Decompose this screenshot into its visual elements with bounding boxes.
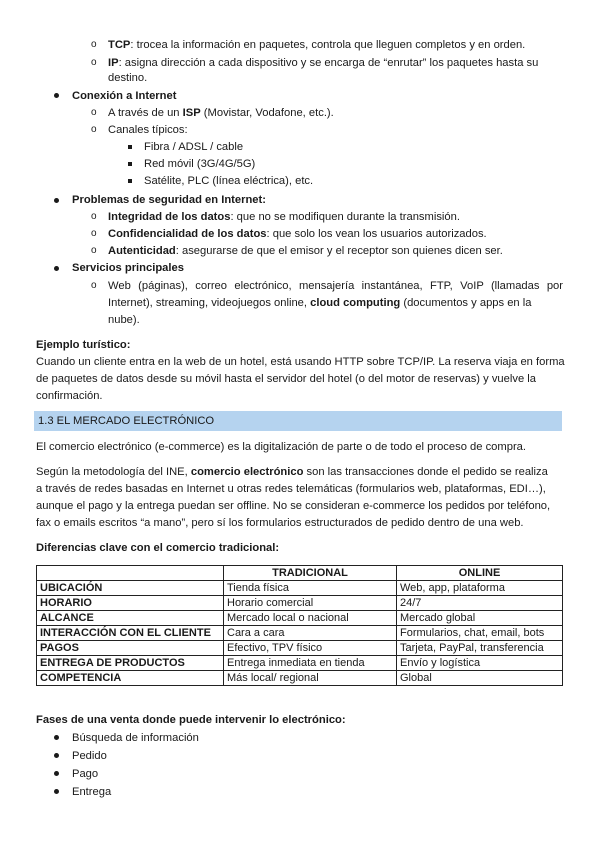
bullet-dot — [54, 771, 59, 776]
table-cell: PAGOS — [37, 641, 224, 656]
table-cell: Web, app, plataforma — [397, 581, 563, 596]
table-cell: Efectivo, TPV físico — [224, 641, 397, 656]
square-bullet — [128, 179, 132, 183]
ip-item: IP: asigna dirección a cada dispositivo y se encarga de “enrutar” los paquetes hasta su — [108, 57, 539, 69]
services-line-2: Internet), streaming, videojuegos online, cloud computing (documentos y apps en la — [108, 297, 532, 309]
phase-item: Pago — [72, 768, 99, 780]
table-header-cell: ONLINE — [397, 566, 563, 581]
bullet-dot — [54, 753, 59, 758]
table-header-cell: TRADICIONAL — [224, 566, 397, 581]
bullet-dot — [54, 266, 59, 271]
isp-item: A través de un ISP (Movistar, Vodafone, etc.). — [108, 107, 334, 119]
phase-item: Pedido — [72, 750, 107, 762]
section-heading: 1.3 EL MERCADO ELECTRÓNICO — [38, 415, 215, 427]
table-cell: Horario comercial — [224, 596, 397, 611]
sub-bullet-marker: o — [91, 280, 97, 291]
ip-item-cont: destino. — [108, 72, 148, 84]
example-heading: Ejemplo turístico: — [36, 339, 131, 351]
table-cell: ENTREGA DE PRODUCTOS — [37, 656, 224, 671]
ine-line-1: Según la metodología del INE, comercio electrónico son las transacciones donde el pedido se realiza — [36, 466, 548, 478]
phase-item: Entrega — [72, 786, 112, 798]
phase-item: Búsqueda de información — [72, 732, 199, 744]
ine-line-2: a través de redes basadas en Internet u otras redes telemáticas (formularios web, plataformas, EDI…), — [36, 483, 546, 495]
table-cell: ALCANCE — [37, 611, 224, 626]
table-cell: Tienda física — [224, 581, 397, 596]
table-row — [37, 626, 563, 641]
table-cell: Global — [397, 671, 563, 686]
tcp-item: TCP: trocea la información en paquetes, controla que lleguen completos y en orden. — [108, 39, 526, 51]
ine-line-4: fax o emails escritos “a mano”, pero sí los formularios estructurados de pedido dentro de una web. — [36, 517, 524, 529]
square-bullet — [128, 145, 132, 149]
internet-heading: Conexión a Internet — [72, 90, 177, 102]
table-cell: HORARIO — [37, 596, 224, 611]
canal-satelite: Satélite, PLC (línea eléctrica), etc. — [144, 175, 314, 187]
table-cell: 24/7 — [397, 596, 563, 611]
table-row — [37, 596, 563, 611]
table-cell: Mercado global — [397, 611, 563, 626]
table-cell: Más local/ regional — [224, 671, 397, 686]
services-line-3: nube). — [108, 314, 140, 326]
table-cell: Formularios, chat, email, bots — [397, 626, 563, 641]
example-line: Cuando un cliente entra en la web de un hotel, está usando HTTP sobre TCP/IP. La reserva viaja en forma — [36, 356, 565, 368]
square-bullet — [128, 162, 132, 166]
table-cell: Tarjeta, PayPal, transferencia — [397, 641, 563, 656]
table-row — [37, 656, 563, 671]
example-line: confirmación. — [36, 390, 103, 402]
sub-bullet-marker: o — [91, 107, 97, 118]
security-item-confidencialidad: Confidencialidad de los datos: que solo los vean los usuarios autorizados. — [108, 228, 487, 240]
section-heading-bar — [34, 411, 562, 431]
bullet-dot — [54, 93, 59, 98]
services-heading: Servicios principales — [72, 262, 184, 274]
comparison-table — [36, 565, 563, 686]
example-line: de paquetes de datos desde su móvil hasta el servidor del hotel (o del motor de reservas) y vuelve la — [36, 373, 536, 385]
table-cell: Cara a cara — [224, 626, 397, 641]
bullet-dot — [54, 789, 59, 794]
table-cell: Entrega inmediata en tienda — [224, 656, 397, 671]
table-cell: UBICACIÓN — [37, 581, 224, 596]
table-title: Diferencias clave con el comercio tradicional: — [36, 542, 280, 554]
bullet-dot — [54, 198, 59, 203]
services-line-1: Web (páginas), correo electrónico, mensajería instantánea, FTP, VoIP (llamadas por — [108, 280, 563, 292]
security-item-integridad: Integridad de los datos: que no se modifiquen durante la transmisión. — [108, 211, 460, 223]
intro-paragraph: El comercio electrónico (e-commerce) es la digitalización de parte o de todo el proceso de compra. — [36, 441, 526, 453]
security-item-autenticidad: Autenticidad: asegurarse de que el emisor y el receptor son quienes dicen ser. — [108, 245, 503, 257]
table-cell: INTERACCIÓN CON EL CLIENTE — [37, 626, 224, 641]
table-cell: Mercado local o nacional — [224, 611, 397, 626]
security-heading: Problemas de seguridad en Internet: — [72, 194, 266, 206]
table-header-cell — [37, 566, 224, 581]
sub-bullet-marker: o — [91, 57, 97, 68]
table-row — [37, 641, 563, 656]
sub-bullet-marker: o — [91, 39, 97, 50]
ine-line-3: aunque el pago y la entrega puedan ser offline. No se consideran e-commerce los pedidos por teléfono, — [36, 500, 551, 512]
phases-heading: Fases de una venta donde puede intervenir lo electrónico: — [36, 714, 346, 726]
table-cell: COMPETENCIA — [37, 671, 224, 686]
canales-item: Canales típicos: — [108, 124, 188, 136]
canal-fibra: Fibra / ADSL / cable — [144, 141, 244, 153]
table-row — [37, 671, 563, 686]
table-header-row — [37, 566, 563, 581]
canal-movil: Red móvil (3G/4G/5G) — [144, 158, 256, 170]
bullet-dot — [54, 735, 59, 740]
table-row — [37, 611, 563, 626]
sub-bullet-marker: o — [91, 211, 97, 222]
table-row — [37, 581, 563, 596]
sub-bullet-marker: o — [91, 228, 97, 239]
sub-bullet-marker: o — [91, 124, 97, 135]
table-cell: Envío y logística — [397, 656, 563, 671]
sub-bullet-marker: o — [91, 245, 97, 256]
